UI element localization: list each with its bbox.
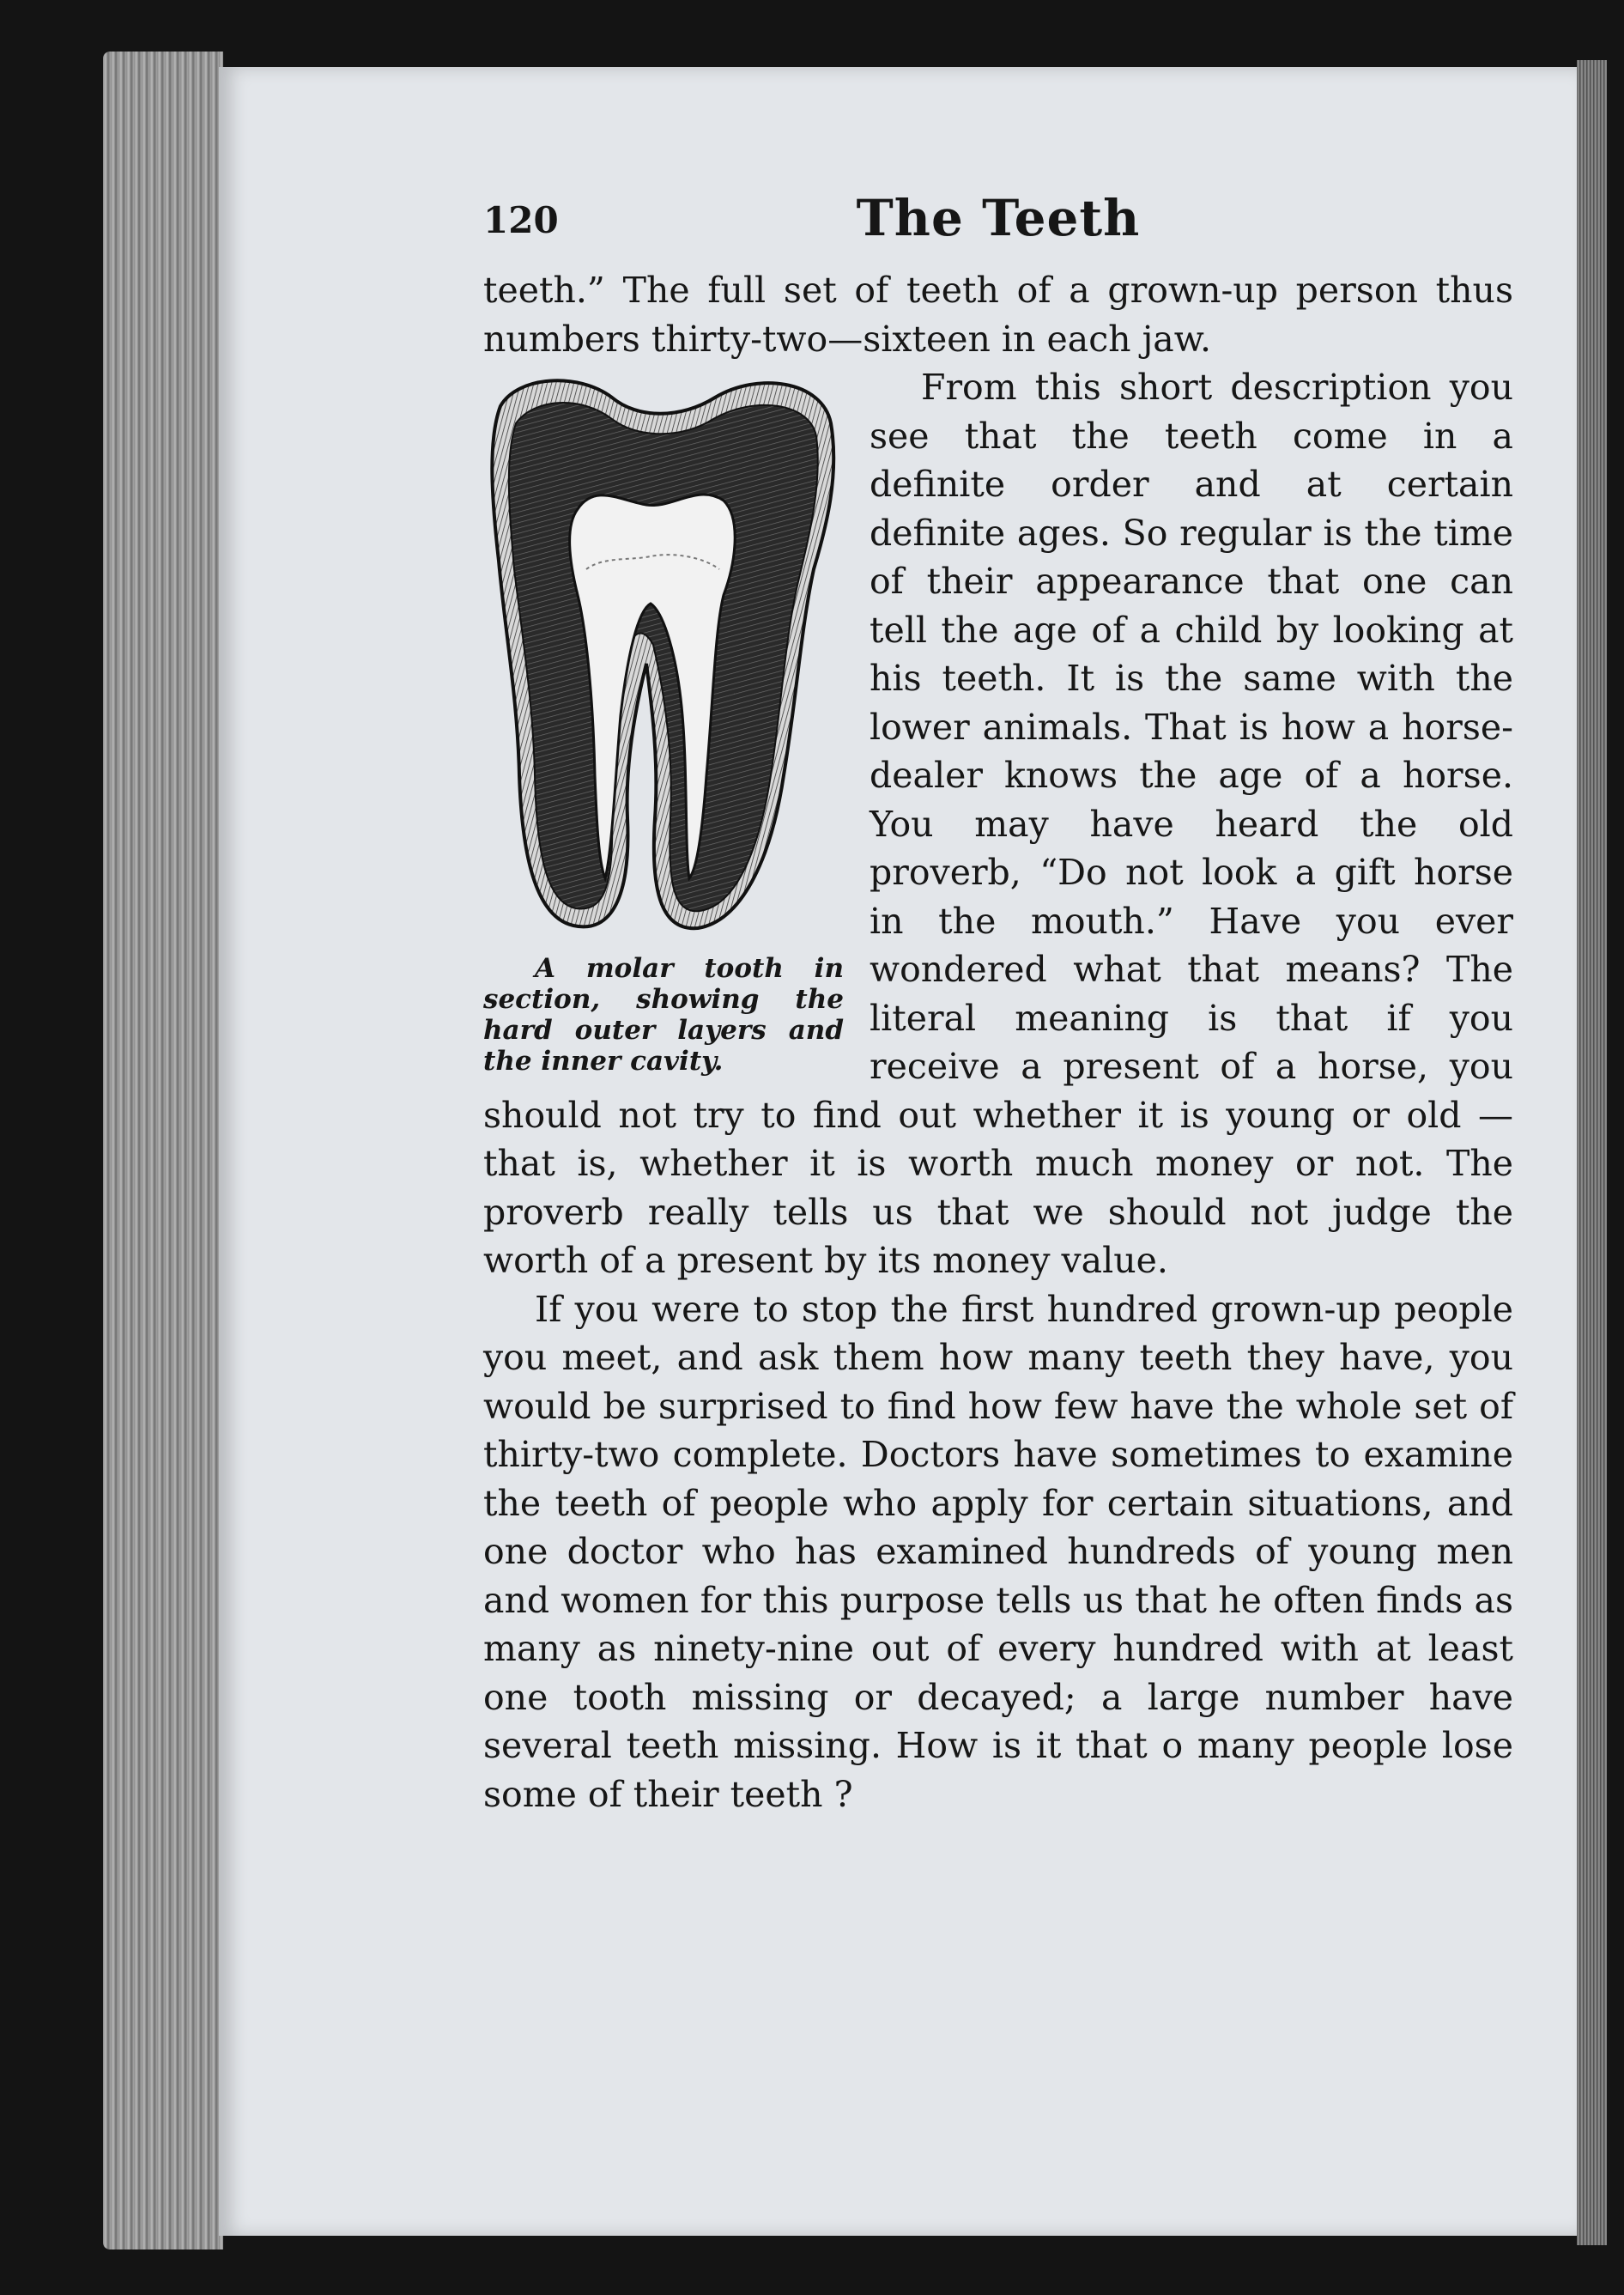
running-head [483, 180, 1513, 266]
page-number: 120 [483, 199, 559, 241]
page-content [483, 180, 1513, 1818]
tooth-figure [483, 372, 844, 1077]
page-title: The Teeth [856, 189, 1141, 247]
paragraph-2 [483, 363, 1513, 1285]
molar-tooth-icon [483, 372, 844, 934]
book-spine-edges [103, 52, 223, 2249]
paragraph-2-text: From this short description you see that the teeth come in a definite order and at certain definite ages. So regular is the time of their appearance that one can tell the age of a child by looking at his teeth. It is the same with the lower animals. That is how a horse-dealer knows the age of a horse. You may have heard the old proverb, “Do not look a gift horse in the mouth.” Have you ever wondered what that means? The literal meaning is that if you receive a present of a horse, you should not try to find out whether it is young or old — that is, whether it is worth much money or not. The proverb really tells us that we should not judge the worth of a present by its money value. [483, 367, 1513, 1281]
figure-caption: A molar tooth in section, showing the hard outer layers and the inner cavity. [483, 953, 844, 1077]
paragraph-1: teeth.” The full set of teeth of a grown-up person thus numbers thirty-two—sixteen in each jaw. [483, 270, 1513, 360]
page-edge-stack [1577, 60, 1607, 2245]
paragraph-3: If you were to stop the first hundred grown-up people you meet, and ask them how many teeth they have, you would be surprised to find how few have the whole set of thirty-two complete. Doctors have sometimes to examine the teeth of people who apply for certain situations, and one doctor who has examined hundreds of young men and women for this purpose tells us that he often finds as many as ninety-nine out of every hundred with at least one tooth missing or decayed; a large number have several teeth missing. How is it that o many people lose some of their teeth ? [483, 1288, 1513, 1815]
